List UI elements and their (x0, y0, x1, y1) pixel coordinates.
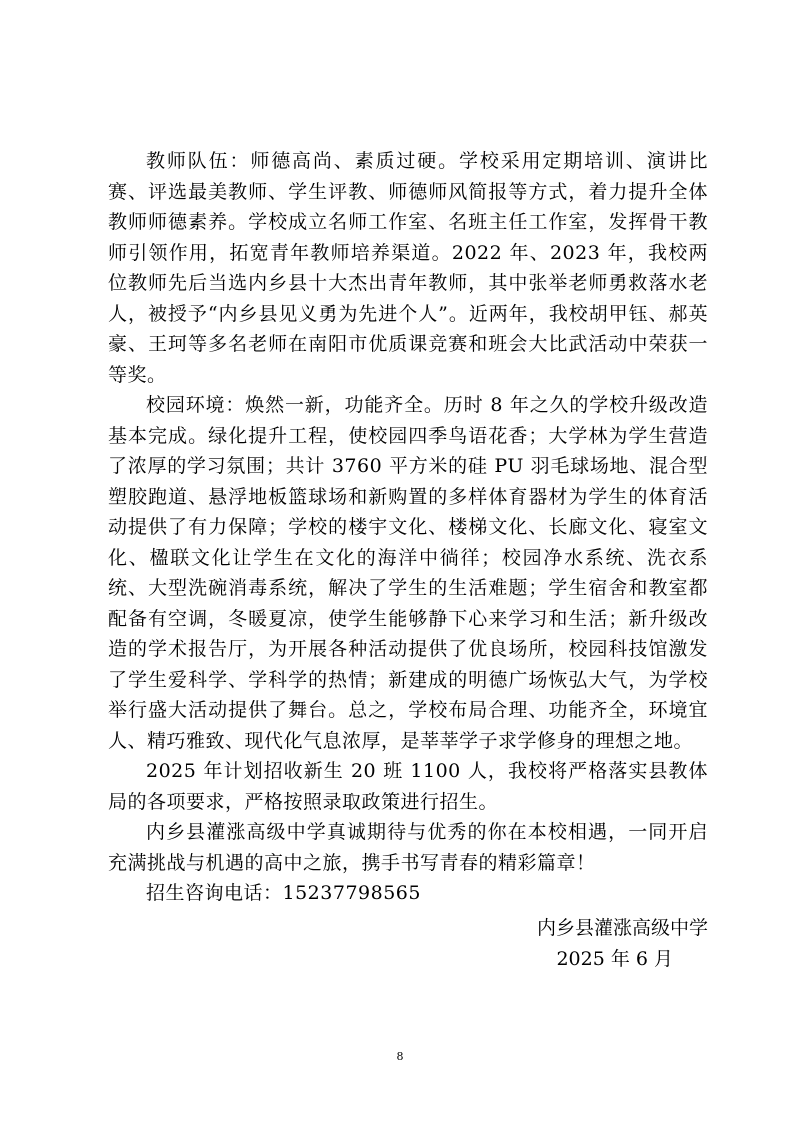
page-number: 8 (396, 1050, 404, 1063)
signature-date: 2025 年 6 月 (556, 947, 673, 970)
paragraph-teachers: 教师队伍：师德高尚、素质过硬。学校采用定期培训、演讲比赛、评选最美教师、学生评教、师德师风简报等方式，着力提升全体教师师德素养。学校成立名师工作室、名班主任工作室，发挥骨干教师引领作用，拓宽青年教师培养渠道。2022 年、2023 年，我校两位教师先后当选内乡县十大杰出青年教师，其中张举老师勇救落水老人，被授予“内乡县见义勇为先进个人”。近两年，我校胡甲钰、郝英豪、王珂等多名老师在南阳市优质课竞赛和班会大比武活动中荣获一等奖。 (108, 150, 708, 386)
signature-school: 内乡县灌涨高级中学 (536, 917, 708, 939)
paragraph-campus-environment: 校园环境：焕然一新，功能齐全。历时 8 年之久的学校升级改造基本完成。绿化提升工程，使校园四季鸟语花香；大学林为学生营造了浓厚的学习氛围；共计 3760 平方米的硅 PU 羽毛球场地、混合型塑胶跑道、悬浮地板篮球场和新购置的多样体育器材为学生的体育活动提供了有力保障；学校的楼宇文化、楼梯文化、长廊文化、寝室文化、楹联文化让学生在文化的海洋中徜徉；校园净水系统、洗衣系统、大型洗碗消毒系统，解决了学生的生活难题；学生宿舍和教室都配备有空调，冬暖夏凉，使学生能够静下心来学习和生活；新升级改造的学术报告厅，为开展各种活动提供了优良场所，校园科技馆激发了学生爱科学、学科学的热情；新建成的明德广场恢弘大气，为学校举行盛大活动提供了舞台。总之，学校布局合理、功能齐全，环境宜人、精巧雅致、现代化气息浓厚，是莘莘学子求学修身的理想之地。 (108, 394, 708, 752)
paragraph-enrollment-plan: 2025 年计划招收新生 20 班 1100 人，我校将严格落实县教体局的各项要求，严格按照录取政策进行招生。 (108, 760, 708, 813)
paragraph-invitation: 内乡县灌涨高级中学真诚期待与优秀的你在本校相遇，一同开启充满挑战与机遇的高中之旅，携手书写青春的精彩篇章！ (108, 821, 708, 874)
body-text (108, 146, 708, 909)
paragraph-contact-phone: 招生咨询电话：15237798565 (146, 882, 421, 904)
signature-block (408, 913, 708, 974)
